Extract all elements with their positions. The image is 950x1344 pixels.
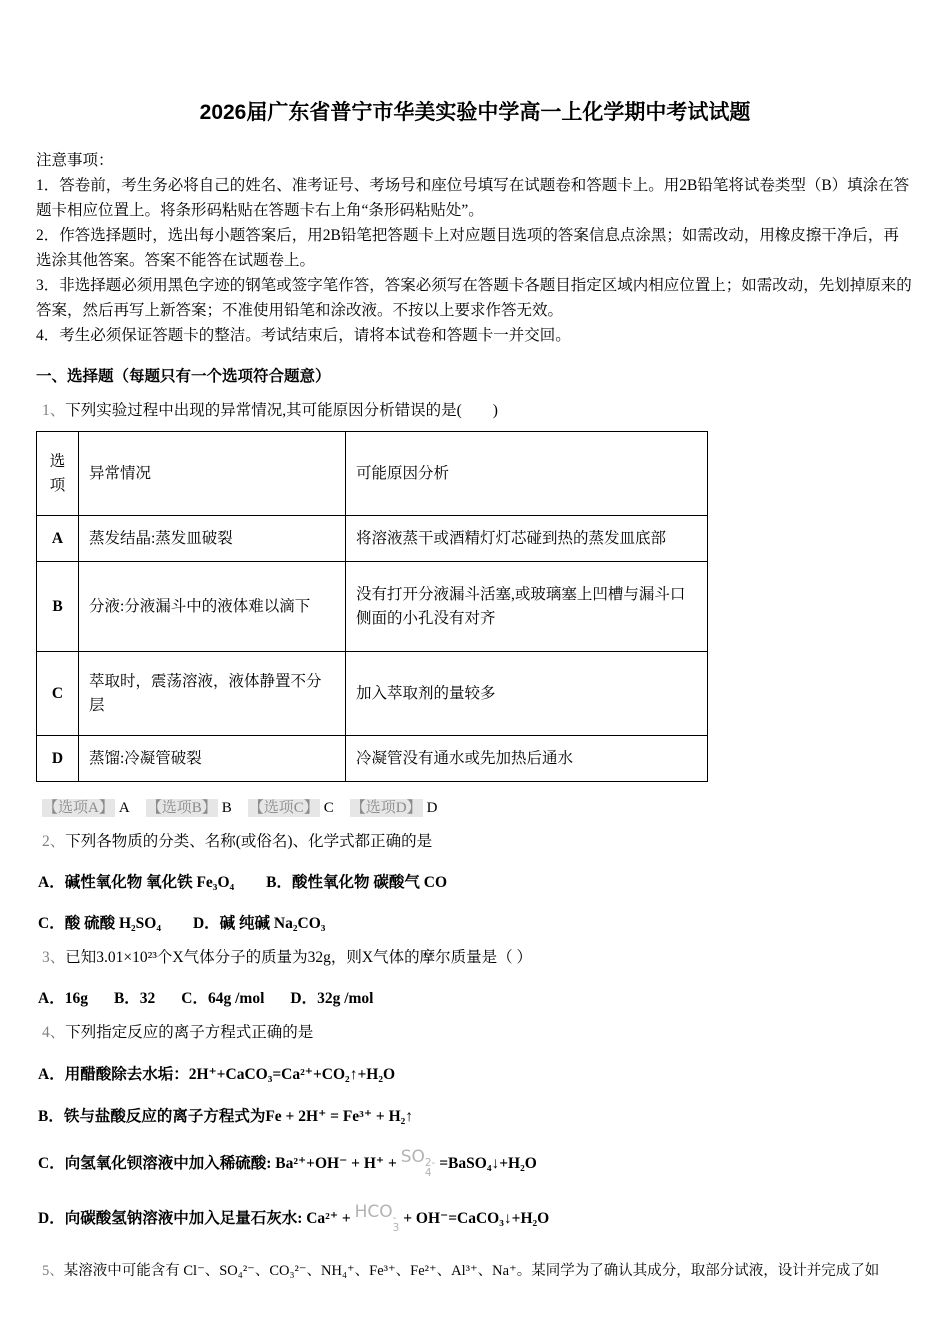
formula-scripts — [393, 1213, 400, 1233]
question-4-number: 4、 — [42, 1024, 66, 1041]
question-2-options-row-1 — [38, 870, 914, 895]
notice-item-4: 4．考生必须保证答题卡的整洁。考试结束后，请将本试卷和答题卡一并交回。 — [36, 327, 571, 344]
question-4-option-b: B．铁与盐酸反应的离子方程式为Fe + 2H⁺ = Fe³⁺ + H₂↑ — [38, 1108, 414, 1125]
header-cell-situation: 异常情况 — [79, 432, 346, 516]
formula-subscript: 3 — [392, 1222, 400, 1234]
formula-base: HCO — [354, 1202, 393, 1222]
formula-scripts — [425, 1158, 435, 1178]
answer-tag-d: 【选项D】 — [350, 800, 422, 816]
answer-tag-a: 【选项A】 — [43, 800, 114, 816]
row-a-option: A — [37, 516, 79, 562]
table-header-row — [37, 432, 708, 516]
notice-header: 注意事项： — [36, 152, 114, 169]
question-4-option-d — [38, 1202, 914, 1239]
row-b-situation: 分液:分液漏斗中的液体难以滴下 — [79, 562, 346, 652]
page-title: 2026届广东省普宁市华美实验中学高一上化学期中考试试题 — [199, 101, 751, 124]
question-3 — [42, 945, 914, 970]
question-2-number: 2、 — [42, 833, 66, 850]
row-c-situation: 萃取时，震荡溶液，液体静置不分层 — [79, 652, 346, 736]
question-4-option-c-post: =BaSO₄↓+H₂O — [435, 1155, 537, 1172]
formula-base: SO — [400, 1147, 425, 1167]
row-b-analysis: 没有打开分液漏斗活塞,或玻璃塞上凹槽与漏斗口侧面的小孔没有对齐 — [346, 562, 708, 652]
row-d-situation: 蒸馏:冷凝管破裂 — [79, 736, 346, 782]
table-row — [37, 652, 708, 736]
notice-item-2: 2．作答选择题时，选出每小题答案后，用2B铅笔把答题卡上对应题目选项的答案信息点涂黑；如需改动，用橡皮擦干净后，再选涂其他答案。答案不能答在试题卷上。 — [36, 227, 899, 269]
notice-section — [36, 148, 914, 348]
question-4-option-d-post: + OH⁻=CaCO₃↓+H₂O — [399, 1210, 550, 1227]
question-4 — [42, 1020, 914, 1045]
answer-letter-b: B — [221, 800, 232, 816]
question-2-option-b: B．酸性氧化物 碳酸气 CO — [266, 874, 447, 891]
question-1 — [42, 398, 914, 423]
row-a-analysis: 将溶液蒸干或酒精灯灯芯碰到热的蒸发皿底部 — [346, 516, 708, 562]
question-2-options-row-2 — [38, 911, 914, 936]
question-4-stem: 下列指定反应的离子方程式正确的是 — [65, 1024, 314, 1041]
answer-options-line — [42, 796, 914, 820]
table-row — [37, 562, 708, 652]
question-1-table — [36, 431, 708, 782]
question-4-option-c-pre: C．向氢氧化钡溶液中加入稀硫酸: Ba²⁺+OH⁻ + H⁺ + — [38, 1155, 401, 1172]
answer-option-c — [248, 800, 350, 816]
question-2-stem: 下列各物质的分类、名称(或俗名)、化学式都正确的是 — [65, 833, 433, 850]
question-4-option-c — [38, 1147, 914, 1184]
answer-tag-c: 【选项C】 — [248, 800, 319, 816]
formula-subscript: 4 — [424, 1167, 432, 1179]
notice-item-3: 3．非选择题必须用黑色字迹的钢笔或签字笔作答，答案必须写在答题卡各题目指定区域内相应位置上；如需改动，先划掉原来的答案，然后再写上新答案；不准使用铅笔和涂改液。不按以上要求作答无效。 — [36, 277, 912, 319]
notice-item-1: 1．答卷前，考生务必将自己的姓名、准考证号、考场号和座位号填写在试题卷和答题卡上。用2B铅笔将试卷类型（B）填涂在答题卡相应位置上。将条形码粘贴在答题卡右上角“条形码粘贴处”。 — [36, 177, 910, 219]
table-row — [37, 736, 708, 782]
question-3-option-b: B．32 — [113, 990, 156, 1007]
table-row — [37, 516, 708, 562]
question-5-stem: 某溶液中可能含有 Cl⁻、SO₄²⁻、CO₃²⁻、NH₄⁺、Fe³⁺、Fe²⁺、Al³⁺、Na⁺。某同学为了确认其成分，取部分试液，设计并完成了如 — [63, 1263, 880, 1279]
question-2-option-d: D．碱 纯碱 Na₂CO₃ — [192, 915, 326, 932]
question-1-number: 1、 — [42, 402, 66, 419]
answer-letter-a: A — [118, 800, 130, 816]
header-cell-option: 选项 — [37, 432, 79, 516]
answer-tag-b: 【选项B】 — [146, 800, 217, 816]
question-3-option-c: C．64g /mol — [181, 990, 265, 1007]
question-1-stem: 下列实验过程中出现的异常情况,其可能原因分析错误的是( ) — [65, 402, 498, 419]
answer-option-d — [350, 800, 454, 816]
row-d-option: D — [37, 736, 79, 782]
row-c-analysis: 加入萃取剂的量较多 — [346, 652, 708, 736]
question-2-option-a: A．碱性氧化物 氧化铁 Fe₃O₄ — [38, 874, 235, 891]
answer-option-a — [42, 800, 146, 816]
question-3-options-row — [38, 986, 914, 1011]
sulfate-ion-formula — [400, 1147, 436, 1179]
answer-letter-d: D — [426, 800, 438, 816]
question-2-option-c: C．酸 硫酸 H₂SO₄ — [38, 915, 161, 932]
question-2 — [42, 829, 914, 854]
question-4-option-d-pre: D．向碳酸氢钠溶液中加入足量石灰水: Ca²⁺ + — [38, 1210, 355, 1227]
formula-superscript: - — [392, 1212, 397, 1224]
row-c-option: C — [37, 652, 79, 736]
header-cell-analysis: 可能原因分析 — [346, 432, 708, 516]
question-4-option-a: A．用醋酸除去水垢：2H⁺+CaCO₃=Ca²⁺+CO₂↑+H₂O — [38, 1066, 396, 1083]
answer-option-b — [146, 800, 248, 816]
answer-letter-c: C — [323, 800, 334, 816]
section-1-header: 一、选择题（每题只有一个选项符合题意） — [36, 368, 331, 385]
question-3-option-a: A．16g — [38, 990, 88, 1007]
row-a-situation: 蒸发结晶:蒸发皿破裂 — [79, 516, 346, 562]
question-3-option-d: D．32g /mol — [290, 990, 374, 1007]
row-b-option: B — [37, 562, 79, 652]
question-3-number: 3、 — [42, 949, 66, 966]
question-5-number: 5、 — [42, 1263, 64, 1279]
question-5 — [42, 1259, 914, 1283]
formula-superscript: 2- — [424, 1157, 436, 1169]
bicarbonate-ion-formula — [354, 1202, 400, 1234]
question-3-stem: 已知3.01×10²³个X气体分子的质量为32g，则X气体的摩尔质量是（ ） — [65, 949, 532, 966]
row-d-analysis: 冷凝管没有通水或先加热后通水 — [346, 736, 708, 782]
